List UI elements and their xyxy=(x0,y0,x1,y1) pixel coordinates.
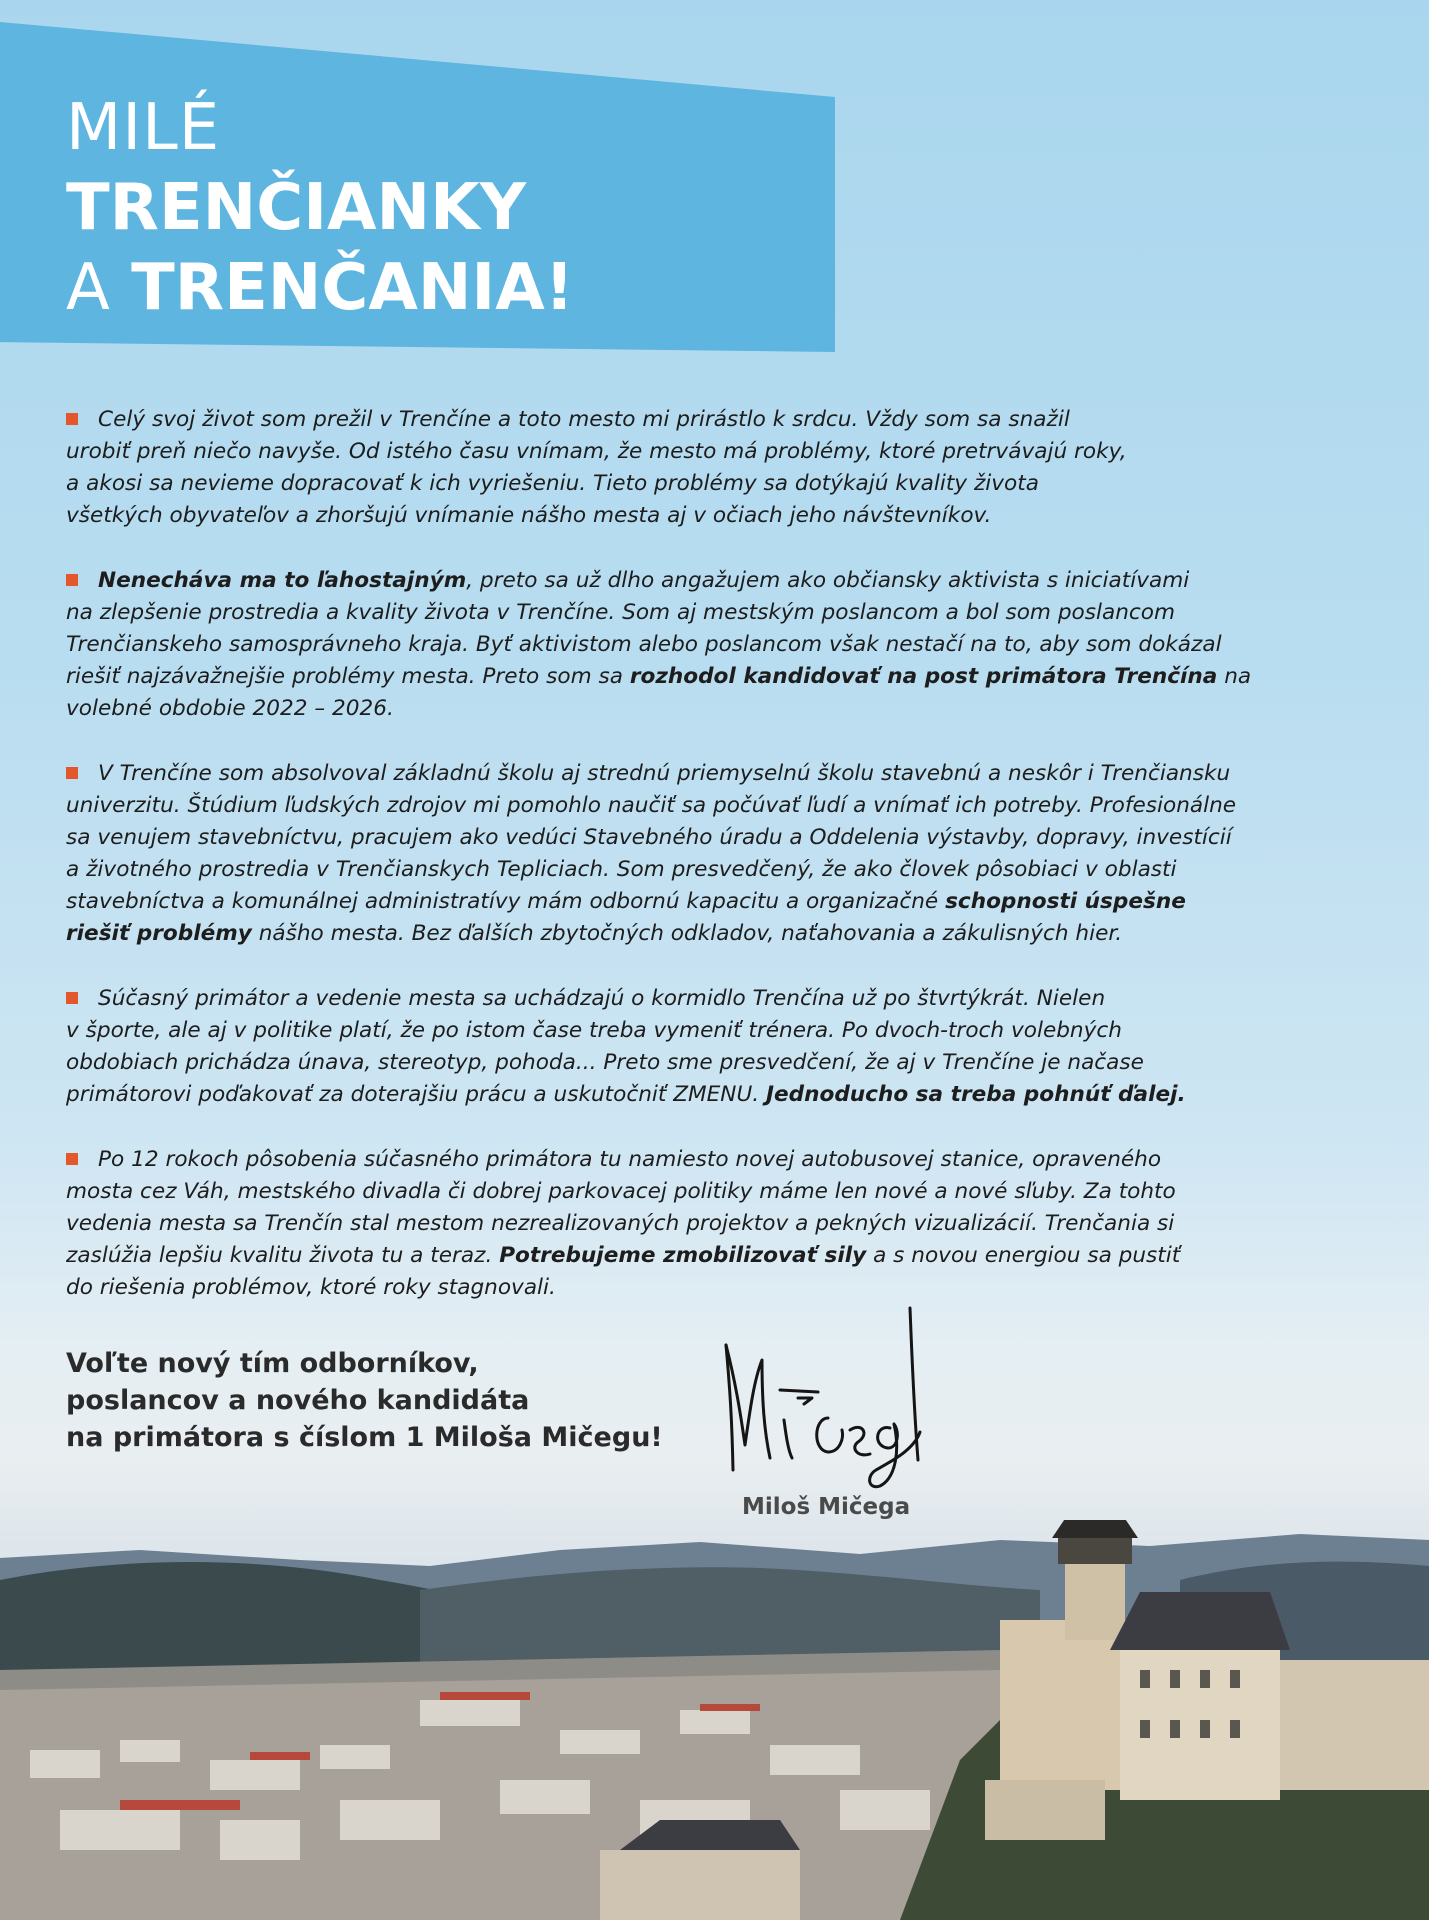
paragraph-text: a s novou energiou sa pustiť xyxy=(866,1243,1181,1268)
paragraph-text: Po 12 rokoch pôsobenia súčasného primátora tu namiesto novej autobusovej stanice, opraveného xyxy=(98,1147,1162,1172)
paragraph xyxy=(66,983,1356,1111)
cta-line-1: Voľte nový tím odborníkov, xyxy=(66,1348,479,1379)
paragraph-text: vedenia mesta sa Trenčín stal mestom nezrealizovaných projektov a pekných vizualizácií. Trenčania si xyxy=(66,1211,1175,1236)
emphasis-text: schopnosti úspešne xyxy=(945,889,1186,914)
title-line-1: MILÉ xyxy=(66,91,221,165)
page-title xyxy=(66,88,574,328)
paragraph-text: volebné obdobie 2022 – 2026. xyxy=(66,696,394,721)
paragraph xyxy=(66,758,1356,950)
paragraph xyxy=(66,404,1356,532)
signature-name: Miloš Mičega xyxy=(742,1494,911,1520)
paragraph-text: V Trenčíne som absolvoval základnú školu aj strednú priemyselnú školu stavebnú a neskôr i Trenčiansku xyxy=(98,761,1231,786)
title-line-3-prefix: A xyxy=(66,251,111,325)
title-line-3 xyxy=(66,248,574,328)
paragraph-text: sa venujem stavebníctvu, pracujem ako vedúci Stavebného úradu a Oddelenia výstavby, dopravy, investícií xyxy=(66,825,1232,850)
paragraph-text: všetkých obyvateľov a zhoršujú vnímanie nášho mesta aj v očiach jeho návštevníkov. xyxy=(66,503,992,528)
paragraph-text: urobiť preň niečo navyše. Od istého času vnímam, že mesto má problémy, ktoré pretrvávajú roky, xyxy=(66,439,1127,464)
handwritten-signature xyxy=(700,1300,940,1490)
bullet-square-icon xyxy=(66,574,78,586)
paragraph-text: v športe, ale aj v politike platí, že po istom čase treba vymeniť trénera. Po dvoch-troch volebných xyxy=(66,1018,1122,1043)
bullet-square-icon xyxy=(66,1153,78,1165)
letter-body xyxy=(66,404,1356,1337)
paragraph-text: obdobiach prichádza únava, stereotyp, pohoda... Preto sme presvedčení, že aj v Trenčíne je načase xyxy=(66,1050,1144,1075)
emphasis-text: riešiť problémy xyxy=(66,921,252,946)
emphasis-text: Potrebujeme zmobilizovať sily xyxy=(499,1243,867,1268)
paragraph-text: primátorovi poďakovať za doterajšiu prácu a uskutočniť ZMENU. xyxy=(66,1082,766,1107)
bullet-square-icon xyxy=(66,767,78,779)
paragraph-text: , preto sa už dlho angažujem ako občiansky aktivista s iniciatívami xyxy=(466,568,1190,593)
paragraph-text: zaslúžia lepšiu kvalitu života tu a teraz. xyxy=(66,1243,500,1268)
emphasis-text: Jednoducho sa treba pohnúť ďalej. xyxy=(765,1082,1186,1107)
paragraph xyxy=(66,565,1356,725)
paragraph-text: riešiť najzávažnejšie problémy mesta. Preto som sa xyxy=(66,664,630,689)
title-line-2: TRENČIANKY xyxy=(66,171,527,245)
cta-line-2: poslancov a nového kandidáta xyxy=(66,1385,530,1416)
paragraph-text: Celý svoj život som prežil v Trenčíne a toto mesto mi prirástlo k srdcu. Vždy som sa snažil xyxy=(98,407,1070,432)
call-to-action xyxy=(66,1345,663,1456)
paragraph-text: stavebníctva a komunálnej administratívy mám odbornú kapacitu a organizačné xyxy=(66,889,946,914)
emphasis-text: Nenecháva ma to ľahostajným xyxy=(98,568,467,593)
paragraph-text: mosta cez Váh, mestského divadla či dobrej parkovacej politiky máme len nové a nové sľuby. Za tohto xyxy=(66,1179,1176,1204)
bullet-square-icon xyxy=(66,413,78,425)
paragraph-text: do riešenia problémov, ktoré roky stagnovali. xyxy=(66,1275,556,1300)
paragraph-text: na xyxy=(1217,664,1252,689)
paragraph-text: Súčasný primátor a vedenie mesta sa uchádzajú o kormidlo Trenčína už po štvrtýkrát. Nielen xyxy=(98,986,1106,1011)
paragraph-text: univerzitu. Štúdium ľudských zdrojov mi pomohlo naučiť sa počúvať ľudí a vnímať ich potreby. Profesionálne xyxy=(66,793,1237,818)
paragraph-text: a životného prostredia v Trenčianskych Tepliciach. Som presvedčený, že ako človek pôsobiaci v oblasti xyxy=(66,857,1177,882)
paragraph-text: Trenčianskeho samosprávneho kraja. Byť aktivistom alebo poslancom však nestačí na to, aby som dokázal xyxy=(66,632,1222,657)
trencin-castle-photo xyxy=(0,1520,1429,1920)
paragraph xyxy=(66,1144,1356,1304)
title-line-3-bold: TRENČANIA! xyxy=(131,251,574,325)
paragraph-text: na zlepšenie prostredia a kvality života v Trenčíne. Som aj mestským poslancom a bol som poslancom xyxy=(66,600,1176,625)
paragraph-text: nášho mesta. Bez ďalších zbytočných odkladov, naťahovania a zákulisných hier. xyxy=(251,921,1123,946)
emphasis-text: rozhodol kandidovať na post primátora Trenčína xyxy=(629,664,1218,689)
cta-line-3: na primátora s číslom 1 Miloša Mičegu! xyxy=(66,1422,663,1453)
paragraph-text: a akosi sa nevieme dopracovať k ich vyriešeniu. Tieto problémy sa dotýkajú kvality života xyxy=(66,471,1039,496)
bullet-square-icon xyxy=(66,992,78,1004)
